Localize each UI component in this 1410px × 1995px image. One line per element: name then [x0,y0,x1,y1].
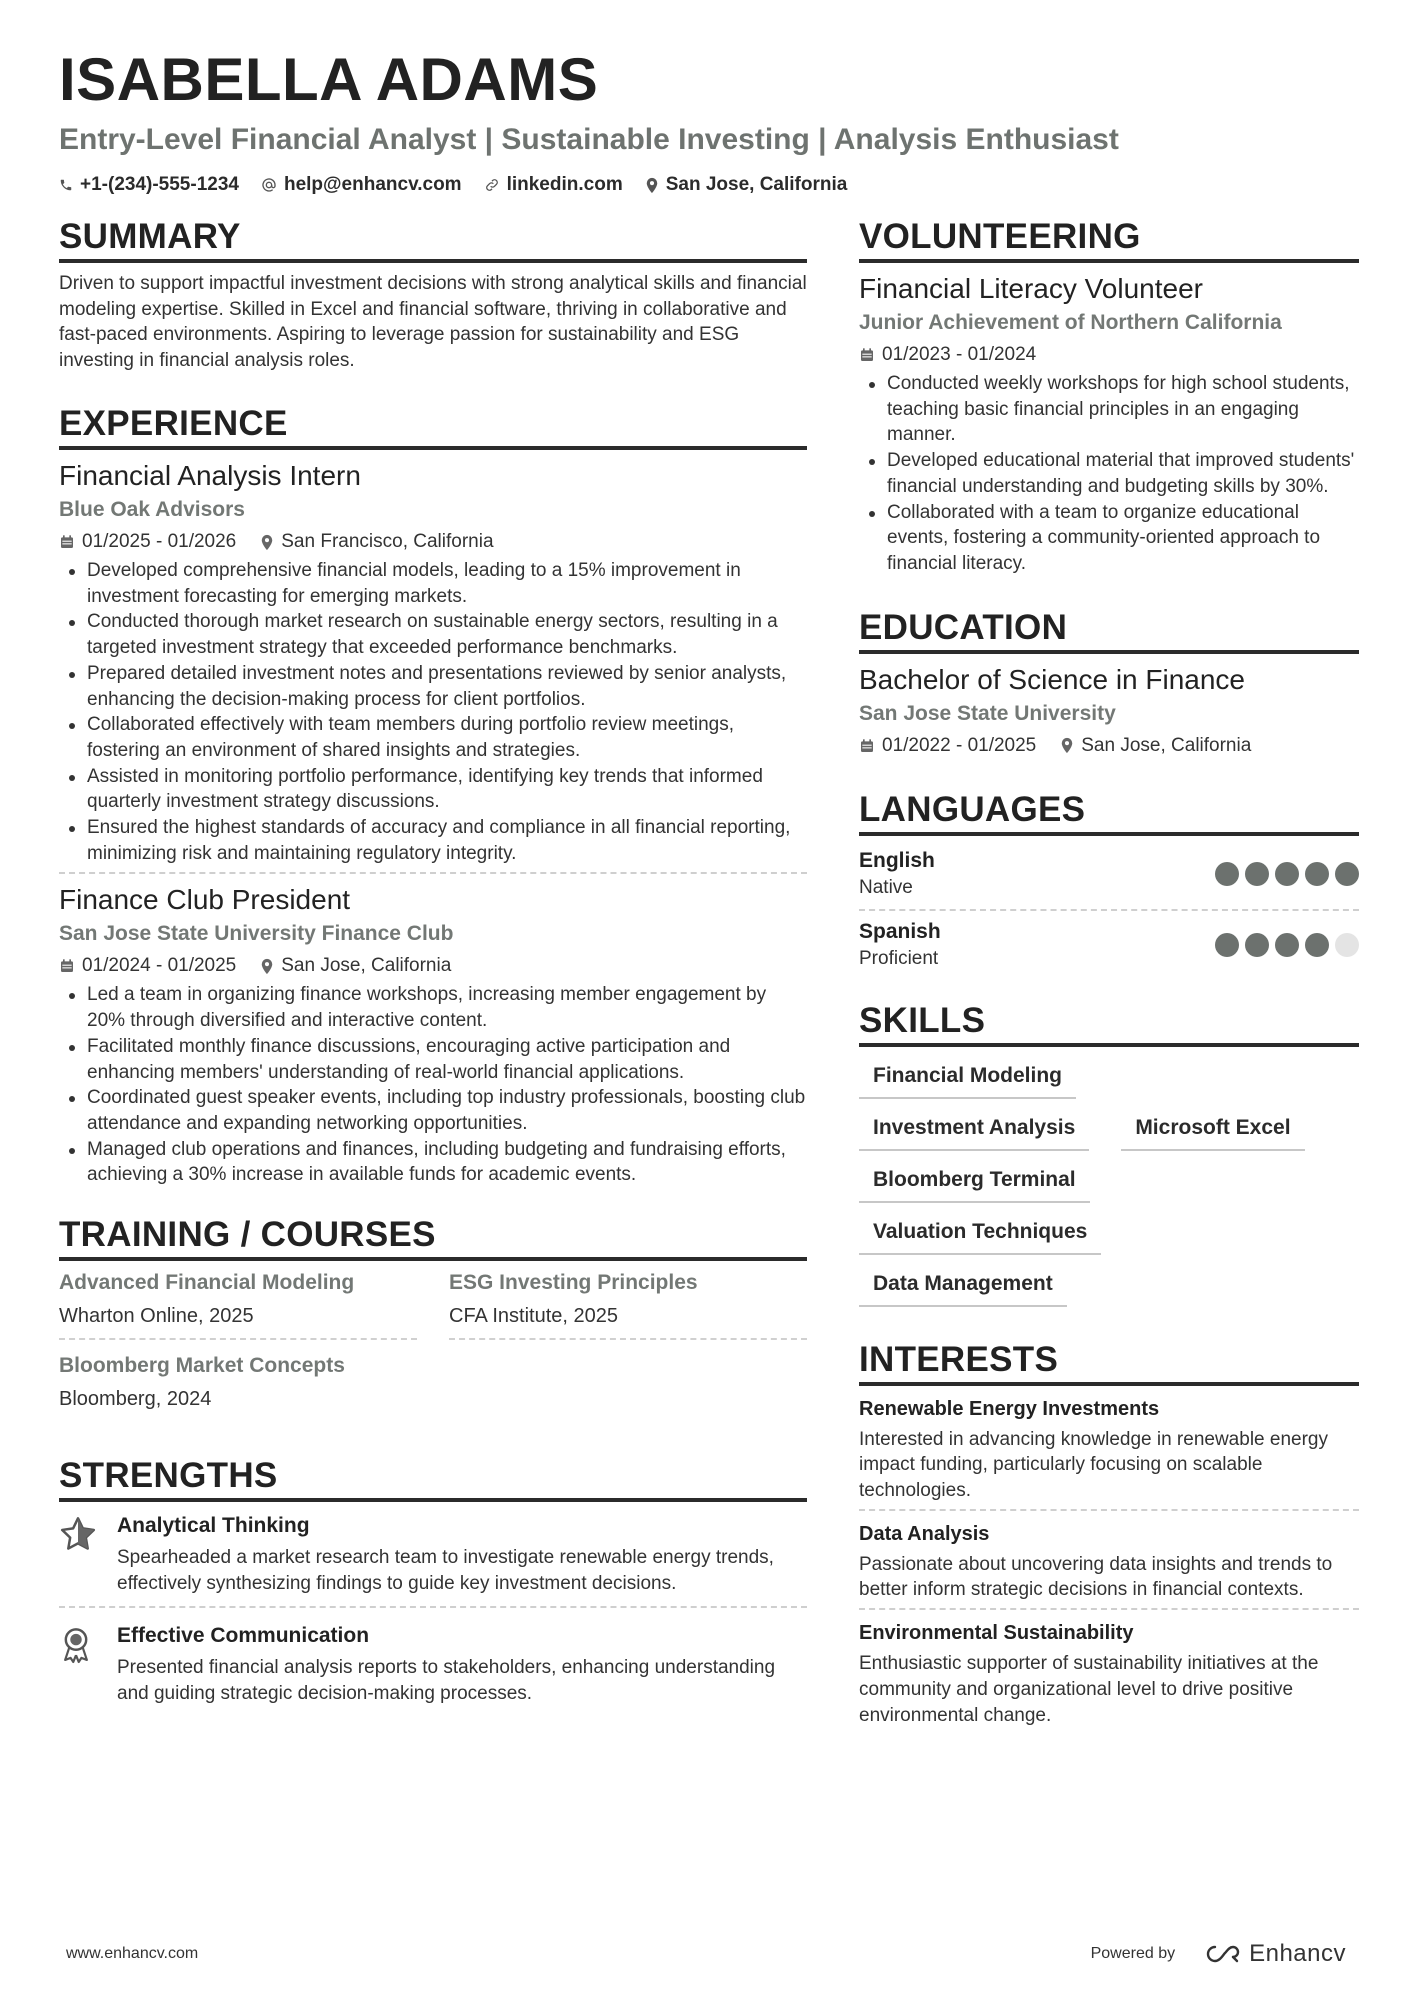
list-item: Developed comprehensive financial models, leading to a 15% improvement in investment forecasting for emerging markets. [59,558,807,609]
entry-dates: 01/2024 - 01/2025 [59,953,236,979]
strengths-section [59,1455,807,1715]
map-pin-icon [645,177,659,194]
course-item [59,1269,417,1340]
strength-title: Effective Communication [117,1624,370,1648]
course-provider: Wharton Online, 2025 [59,1305,254,1328]
star-icon [59,1516,97,1552]
skill-tag: Data Management [859,1263,1067,1307]
bullet-list [859,371,1359,577]
rating-dot-empty [1335,933,1359,957]
course-item [59,1352,417,1421]
strength-title: Analytical Thinking [117,1514,310,1538]
page-footer [66,1940,1346,1968]
volunteering-section [859,216,1359,577]
rating-dot-filled [1275,862,1299,886]
map-pin-icon [260,534,274,551]
list-item: Collaborated effectively with team members during portfolio review meetings, fostering an environment of shared insights and strategies. [59,712,807,763]
interest-item [859,1618,1359,1728]
calendar-icon [59,958,75,974]
divider [59,1606,807,1608]
language-rating [1209,862,1359,886]
rating-dot-filled [1245,933,1269,957]
interest-description: Enthusiastic supporter of sustainability initiatives at the community and organizational level to drive positive environmental change. [859,1653,1319,1726]
language-name: English [859,848,935,872]
section-title-summary: SUMMARY [59,216,807,263]
section-title-volunteering: VOLUNTEERING [859,216,1359,263]
skill-tag: Financial Modeling [859,1055,1076,1099]
rating-dot-filled [1275,933,1299,957]
rating-dot-filled [1305,862,1329,886]
contact-bar [59,174,1359,196]
job-title: Financial Analysis Intern [59,460,361,491]
at-icon [261,177,277,193]
language-name: Spanish [859,919,941,943]
contact-linkedin[interactable] [484,174,623,196]
rating-dot-filled [1335,862,1359,886]
rating-dot-filled [1245,862,1269,886]
linkedin-text: linkedin.com [506,174,623,195]
email-text: help@enhancv.com [283,174,462,195]
list-item: Conducted weekly workshops for high school students, teaching basic financial principles in an engaging manner. [859,371,1359,448]
volunteer-organization: Junior Achievement of Northern California [859,311,1282,334]
footer-website-link[interactable]: www.enhancv.com [66,1945,199,1962]
course-item [449,1269,807,1340]
skill-tag: Investment Analysis [859,1107,1089,1151]
map-pin-icon [1060,737,1074,754]
entry-meta [859,733,1359,759]
list-item: Managed club operations and finances, including budgeting and fundraising efforts, achieving a 30% increase in available funds for academic events. [59,1137,807,1188]
entry-meta [59,953,807,979]
phone-icon [59,178,73,192]
contact-phone[interactable] [59,174,239,196]
resume-header [59,40,1359,196]
contact-email[interactable] [261,174,462,196]
entry-meta [859,342,1359,368]
language-item [859,844,1359,907]
course-grid [59,1269,807,1433]
entry-dates: 01/2023 - 01/2024 [859,342,1036,368]
calendar-icon [859,347,875,363]
strength-item [59,1510,807,1604]
list-item: Prepared detailed investment notes and presentations reviewed by senior analysts, enhancing the decision-making process for client portfolios. [59,661,807,712]
job-title: Finance Club President [59,884,351,916]
location-text: San Jose, California [665,174,848,195]
rating-dot-filled [1305,933,1329,957]
contact-location [645,174,848,196]
course-name: Advanced Financial Modeling [59,1271,355,1295]
strength-description: Presented financial analysis reports to stakeholders, enhancing understanding and guiding strategic decision-making processes. [117,1657,776,1705]
list-item: Developed educational material that improved students' financial understanding and budgeting skills by 30%. [859,448,1359,499]
skill-tag: Valuation Techniques [859,1211,1101,1255]
calendar-icon [859,738,875,754]
course-name: Bloomberg Market Concepts [59,1354,345,1378]
divider [859,909,1359,911]
entry-location: San Jose, California [1060,733,1251,759]
interest-item [859,1519,1359,1603]
degree-title: Bachelor of Science in Finance [859,663,1245,695]
skills-section [859,1000,1359,1315]
experience-entry [59,458,807,866]
interest-description: Interested in advancing knowledge in renewable energy impact funding, particularly focusing on scalable technologies. [859,1428,1328,1502]
interest-item [859,1394,1359,1504]
language-item [859,915,1359,978]
language-rating [1209,933,1359,957]
summary-text: Driven to support impactful investment decisions with strong analytical skills and financial modeling expertise. Skilled in Excel and financial software, thriving in collaborative and fast-paced environments. Aspiring to leverage passion for sustainability and ESG investing in financial analysis roles. [59,273,807,371]
candidate-headline: Entry-Level Financial Analyst | Sustainable Investing | Analysis Enthusiast [59,123,1119,156]
section-title-languages: LANGUAGES [859,789,1359,836]
section-title-experience: EXPERIENCE [59,403,807,450]
summary-section [59,216,807,373]
list-item: Collaborated with a team to organize educational events, fostering a community-oriented approach to financial literacy. [859,500,1359,577]
strength-description: Spearheaded a market research team to investigate renewable energy trends, effectively synthesizing findings to guide key investment decisions. [117,1547,774,1594]
training-section [59,1214,807,1433]
entry-dates: 01/2022 - 01/2025 [859,733,1036,759]
interests-section [859,1339,1359,1729]
strength-item [59,1620,807,1714]
section-title-training: TRAINING / COURSES [59,1214,807,1261]
section-title-skills: SKILLS [859,1000,1359,1047]
divider [859,1608,1359,1610]
education-section [859,607,1359,759]
course-provider: Bloomberg, 2024 [59,1388,212,1411]
powered-by-label: Powered by [1090,1945,1176,1962]
volunteer-role: Financial Literacy Volunteer [859,273,1203,304]
skill-list [859,1055,1359,1315]
interest-title: Renewable Energy Investments [859,1397,1160,1420]
skill-tag: Microsoft Excel [1121,1107,1304,1151]
interest-title: Environmental Sustainability [859,1622,1134,1645]
entry-dates: 01/2025 - 01/2026 [59,529,236,555]
list-item: Led a team in organizing finance workshops, increasing member engagement by 20% through diversified and interactive content. [59,982,807,1033]
interest-description: Passionate about uncovering data insights and trends to better inform strategic decisions in financial contexts. [859,1553,1333,1601]
list-item: Coordinated guest speaker events, including top industry professionals, boosting club attendance and expanding networking opportunities. [59,1085,807,1136]
right-column [859,216,1359,1758]
candidate-name: ISABELLA ADAMS [59,46,599,113]
list-item: Conducted thorough market research on sustainable energy sectors, resulting in a targeted investment strategy that exceeded performance benchmarks. [59,609,807,660]
map-pin-icon [260,958,274,975]
phone-text: +1-(234)-555-1234 [80,174,239,195]
left-column [59,216,807,1745]
brand-name: Enhancv [1249,1940,1346,1967]
language-level: Native [859,876,913,898]
language-level: Proficient [859,947,939,969]
entry-meta [59,529,807,555]
award-icon [59,1626,93,1664]
divider [859,1509,1359,1511]
list-item: Assisted in monitoring portfolio performance, identifying key trends that informed quarterly investment strategy discussions. [59,764,807,815]
rating-dot-filled [1215,933,1239,957]
rating-dot-filled [1215,862,1239,886]
link-icon [484,177,500,193]
section-title-strengths: STRENGTHS [59,1455,807,1502]
languages-section [859,789,1359,978]
section-title-education: EDUCATION [859,607,1359,654]
divider [59,872,807,874]
list-item: Ensured the highest standards of accuracy and compliance in all financial reporting, minimizing risk and maintaining regulatory integrity. [59,815,807,866]
bullet-list [59,982,807,1188]
section-title-interests: INTERESTS [859,1339,1359,1386]
entry-location: San Jose, California [260,953,451,979]
company-name: San Jose State University Finance Club [59,922,454,946]
bullet-list [59,558,807,866]
entry-location: San Francisco, California [260,529,493,555]
course-name: ESG Investing Principles [449,1271,698,1295]
company-name: Blue Oak Advisors [59,498,245,521]
enhancv-logo-icon [1201,1943,1243,1965]
footer-brand[interactable] [1091,1940,1346,1968]
skill-tag: Bloomberg Terminal [859,1159,1090,1203]
school-name: San Jose State University [859,701,1116,725]
calendar-icon [59,534,75,550]
experience-section [59,403,807,1188]
experience-entry [59,882,807,1188]
course-provider: CFA Institute, 2025 [449,1305,618,1328]
interest-title: Data Analysis [859,1522,990,1545]
list-item: Facilitated monthly finance discussions, encouraging active participation and enhancing members' understanding of real-world financial applications. [59,1034,807,1085]
